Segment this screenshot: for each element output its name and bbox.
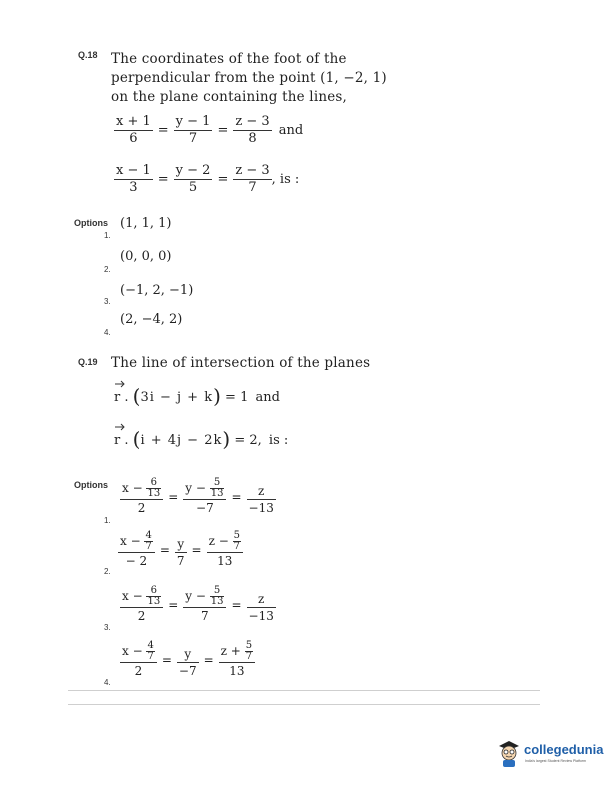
question-number-18: Q.18: [78, 50, 98, 60]
logo-wordmark: collegedunia: [524, 742, 604, 757]
option-3-number: 3.: [104, 297, 111, 306]
option-2[interactable]: (0, 0, 0): [120, 249, 172, 264]
plane-2-expression: i + 4j − 2k: [140, 433, 223, 448]
logo-tagline: India's largest Student Review Platform: [525, 759, 586, 763]
question-18-line-3: on the plane containing the lines,: [111, 89, 348, 105]
plane-1-expression: 3i − j + k: [140, 390, 214, 405]
option-4-number: 4.: [104, 328, 111, 337]
option-2-number: 2.: [104, 567, 111, 576]
fraction-x: $\frac{x - 1}{3}$: [116, 163, 151, 195]
vector-arrow-icon: [114, 423, 126, 431]
option-4[interactable]: x − $\frac{4}{7}$ 2 = $\frac{y}{-7}$ = z + $\frac{5}{7}$ 13: [120, 641, 255, 679]
fraction-y: $\frac{y - 2}{5}$: [175, 163, 211, 195]
option-4[interactable]: (2, −4, 2): [120, 312, 183, 327]
option-1-number: 1.: [104, 516, 111, 525]
fraction-z: $\frac{z - 3}{8}$: [235, 114, 270, 146]
option-4-number: 4.: [104, 678, 111, 687]
option-3-number: 3.: [104, 623, 111, 632]
options-label: Options: [74, 480, 108, 490]
options-label: Options: [74, 218, 108, 228]
plane-equation-1: r . (3i − j + k) = 1 and: [114, 382, 280, 408]
question-19-text: The line of intersection of the planes: [111, 355, 371, 371]
question-18-text: [111, 50, 411, 107]
collegedunia-logo: [496, 736, 606, 774]
line-equation-1: $\frac{x + 1}{6}$ = $\frac{y - 1}{7}$ = $\frac{z - 3}{8}$ and: [116, 114, 304, 146]
option-3[interactable]: x − $\frac{6}{13}$ 2 = y − $\frac{5}{13}$ 7 = $\frac{z}{-13}$: [122, 585, 274, 623]
fraction-x: $\frac{x + 1}{6}$: [116, 114, 151, 146]
option-2-number: 2.: [104, 265, 111, 274]
vector-arrow-icon: [114, 380, 126, 388]
line-equation-2: $\frac{x - 1}{3}$ = $\frac{y - 2}{5}$ = $\frac{z - 3}{7}$ , is :: [116, 163, 300, 195]
question-number-19: Q.19: [78, 357, 98, 367]
fraction-y: $\frac{y - 1}{7}$: [175, 114, 211, 146]
plane-equation-2: r . (i + 4j − 2k) = 2, is :: [114, 425, 288, 451]
divider: [68, 690, 540, 691]
option-2[interactable]: x − $\frac{4}{7}$ − 2 = $\frac{y}{7}$ = z − $\frac{5}{7}$ 13: [118, 531, 243, 569]
mascot-icon: [496, 738, 522, 768]
divider: [68, 704, 540, 705]
option-1[interactable]: (1, 1, 1): [120, 216, 172, 231]
question-18-line-2: perpendicular from the point (1, −2, 1): [111, 70, 387, 86]
option-1-number: 1.: [104, 231, 111, 240]
fraction-z: $\frac{z - 3}{7}$: [235, 163, 270, 195]
option-1[interactable]: x − $\frac{6}{13}$ 2 = y − $\frac{5}{13}$ −7 = $\frac{z}{-13}$: [122, 477, 274, 515]
option-3[interactable]: (−1, 2, −1): [120, 283, 194, 298]
question-18-line-1: The coordinates of the foot of the: [111, 51, 347, 67]
